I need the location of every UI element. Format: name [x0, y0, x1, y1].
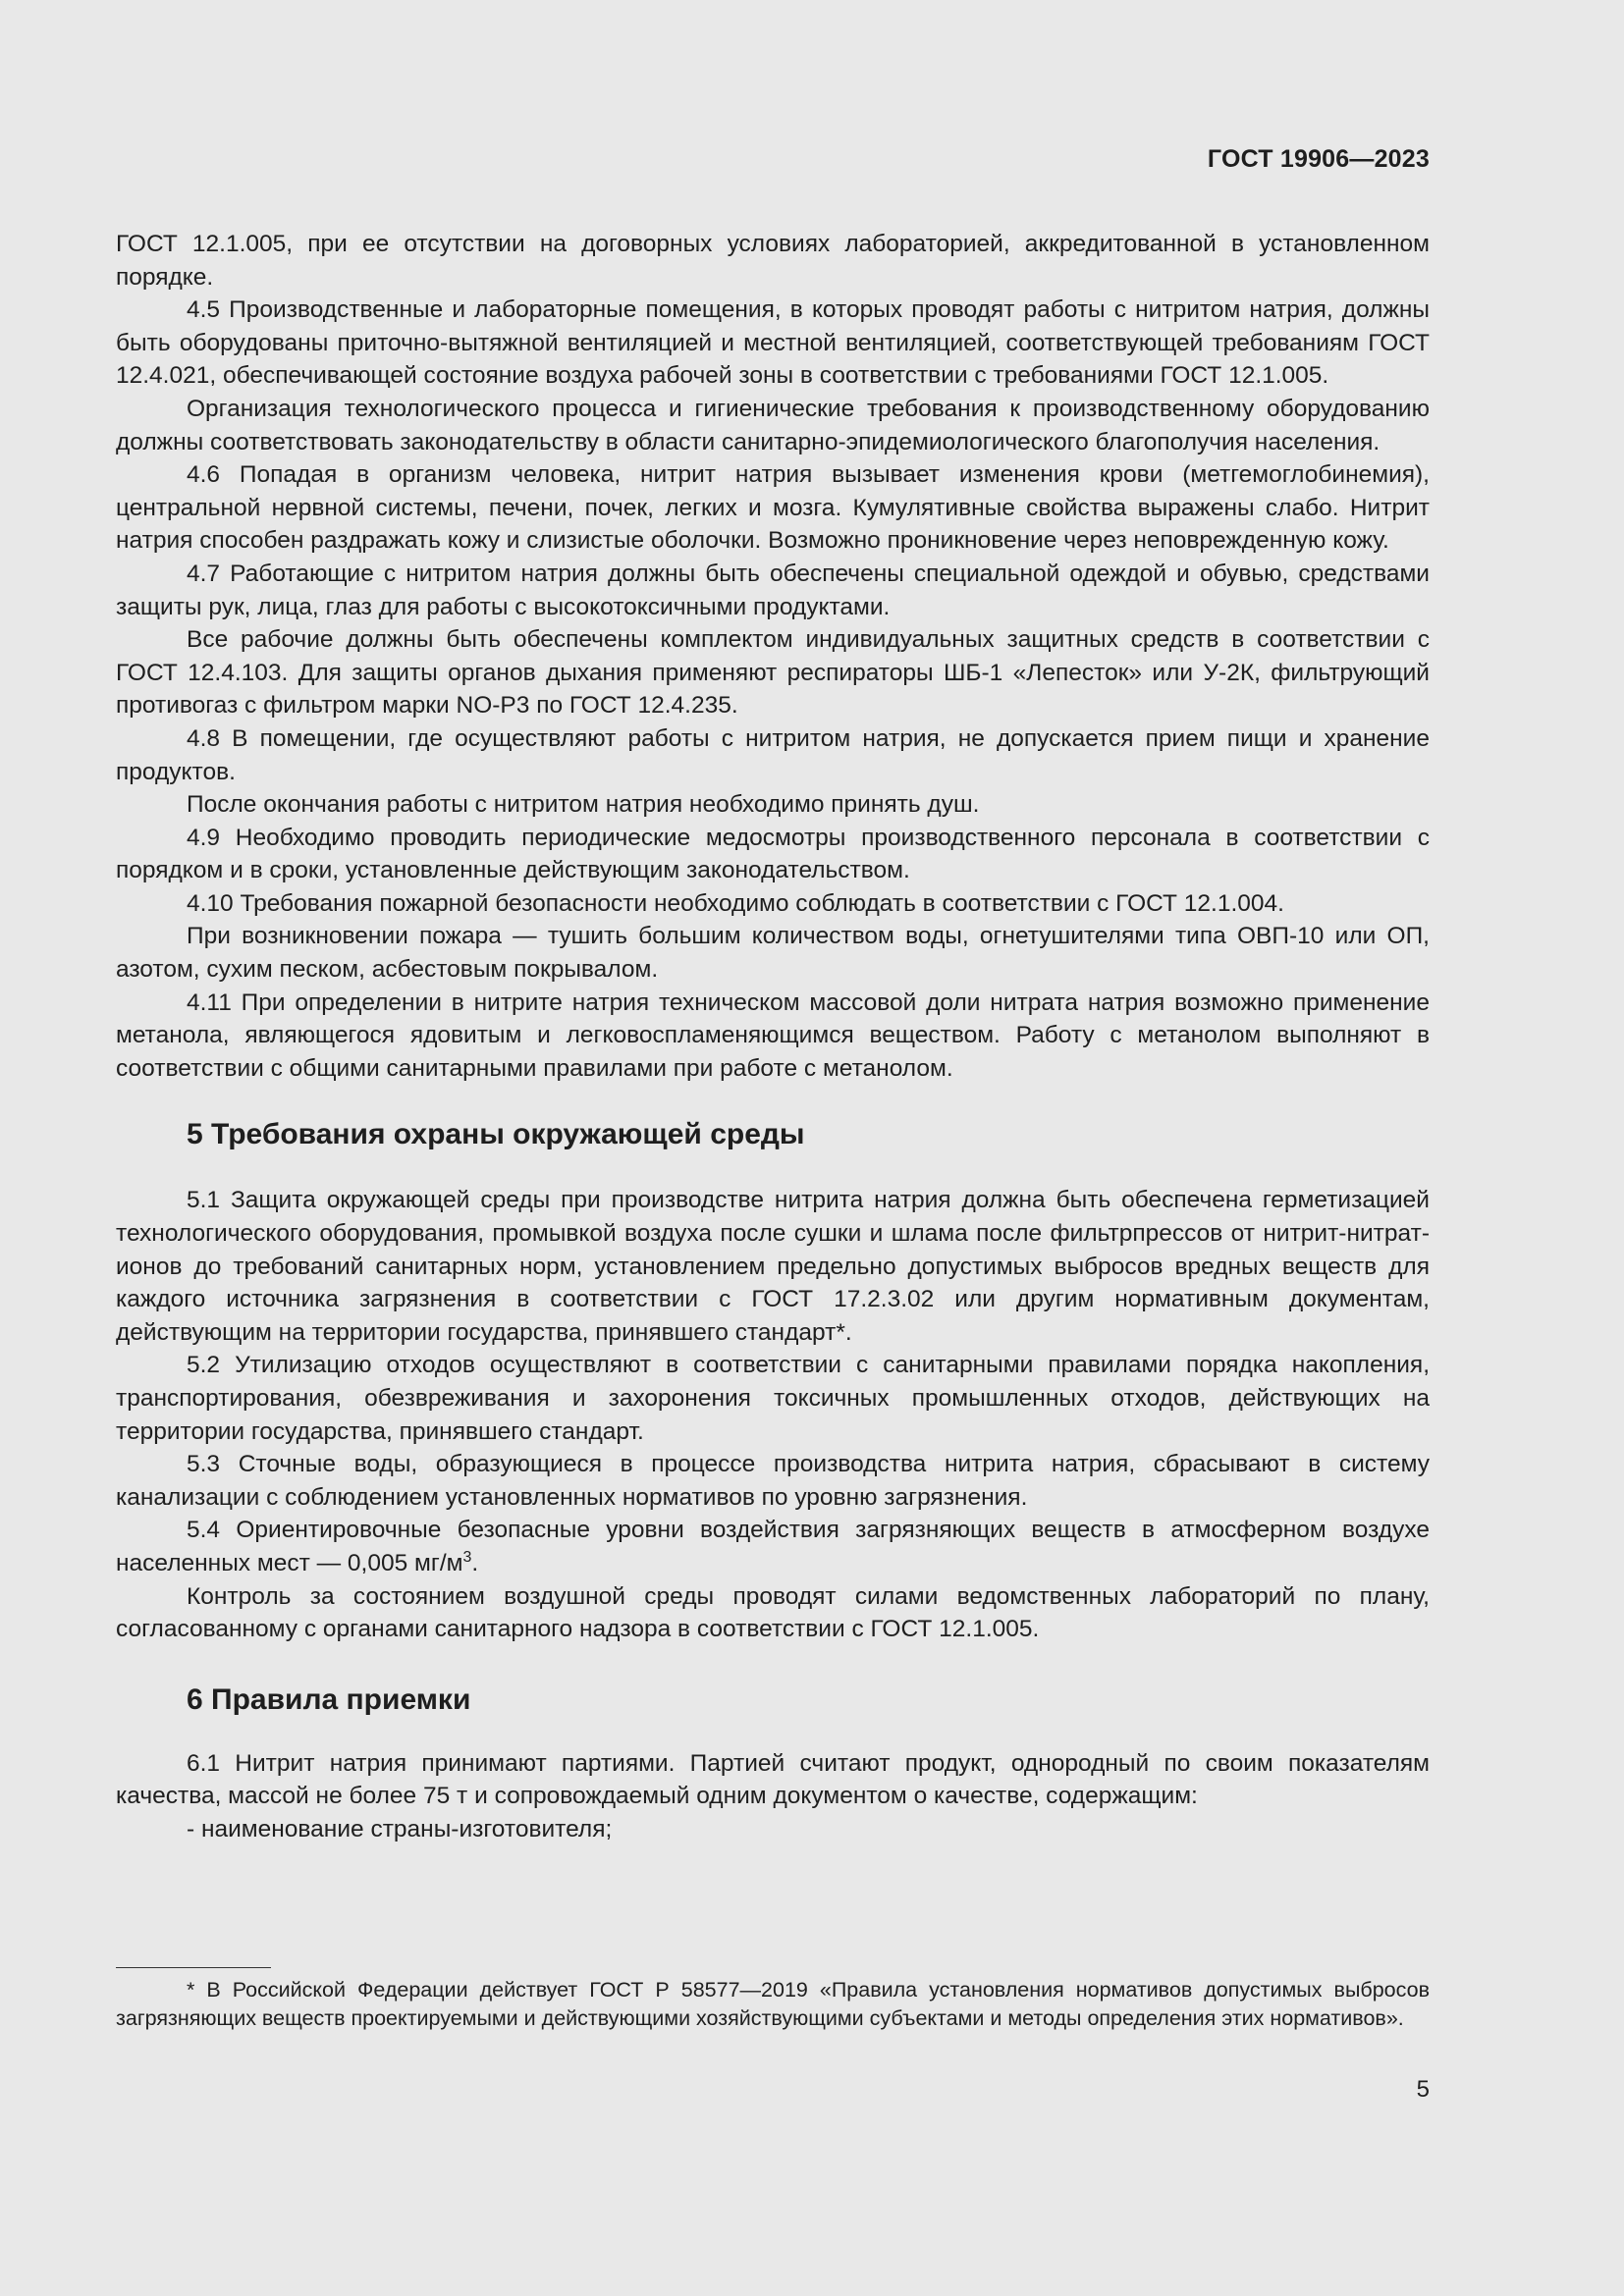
section-6-heading: 6 Правила приемки [187, 1682, 471, 1716]
paragraph-5-1: 5.1 Защита окружающей среды при производстве нитрита натрия должна быть обеспечена герметизацией технологического оборудования, промывкой воздуха после сушки и шлама после фильтрпрессов от нитрит-нитрат-ионов до требований санитарных норм, установлением предельно допустимых выбросов вредных веществ для каждого источника загрязнения в соответствии с ГОСТ 17.2.3.02 или другим нормативным документам, действующим на территории государства, принявшего стандарт*. [116, 1187, 1430, 1346]
paragraph-4-6: 4.6 Попадая в организм человека, нитрит натрия вызывает изменения крови (метгемоглобинемия), центральной нервной системы, печени, почек, легких и мозга. Кумулятивные свойства выражены слабо. Нитрит натрия способен раздражать кожу и слизистые оболочки. Возможно проникновение через неповрежденную кожу. [116, 461, 1430, 555]
body-text [116, 228, 1430, 1846]
paragraph-5-3: 5.3 Сточные воды, образующиеся в процессе производства нитрита натрия, сбрасывают в систему канализации с соблюдением установленных нормативов по уровню загрязнения. [116, 1451, 1430, 1511]
page-number: 5 [1416, 2076, 1430, 2103]
paragraph-4-11: 4.11 При определении в нитрите натрия техническом массовой доли нитрата натрия возможно применение метанола, являющегося ядовитым и легковоспламеняющимся веществом. Работу с метанолом выполняют в соответствии с общими санитарными правилами при работе с метанолом. [116, 988, 1430, 1082]
paragraph-5-4-end: . [471, 1549, 479, 1576]
paragraph-shower: После окончания работы с нитритом натрия необходимо принять душ. [187, 791, 980, 819]
paragraph-4-10: 4.10 Требования пожарной безопасности необходимо соблюдать в соответствии с ГОСТ 12.1.004. [187, 889, 1284, 917]
paragraph-continuation: ГОСТ 12.1.005, при ее отсутствии на договорных условиях лабораторией, аккредитованной в установленном порядке. [116, 231, 1430, 291]
list-item: - наименование страны-изготовителя; [187, 1815, 613, 1842]
paragraph-ppe: Все рабочие должны быть обеспечены комплектом индивидуальных защитных средств в соответствии с ГОСТ 12.4.103. Для защиты органов дыхания применяют респираторы ШБ-1 «Лепесток» или У-2К, фильтрующий противогаз с фильтром марки NO-P3 по ГОСТ 12.4.235. [116, 626, 1430, 720]
paragraph-4-7: 4.7 Работающие с нитритом натрия должны быть обеспечены специальной одеждой и обувью, средствами защиты рук, лица, глаз для работы с высокотоксичными продуктами. [116, 560, 1430, 620]
footnote: * В Российской Федерации действует ГОСТ Р 58577—2019 «Правила установления нормативов допустимых выбросов загрязняющих веществ проектируемыми и действующими хозяйствующими субъектами и методы определения этих нормативов». [116, 1978, 1430, 2030]
paragraph-4-8: 4.8 В помещении, где осуществляют работы с нитритом натрия, не допускается прием пищи и хранение продуктов. [116, 724, 1430, 785]
paragraph-organization: Организация технологического процесса и гигиенические требования к производственному оборудованию должны соответствовать законодательству в области санитарно-эпидемиологического благополучия населения. [116, 395, 1430, 455]
paragraph-control: Контроль за состоянием воздушной среды проводят силами ведомственных лабораторий по плану, согласованному с органами санитарного надзора в соответствии с ГОСТ 12.1.005. [116, 1582, 1430, 1643]
paragraph-fire: При возникновении пожара — тушить большим количеством воды, огнетушителями типа ОВП-10 или ОП, азотом, сухим песком, асбестовым покрывалом. [116, 923, 1430, 984]
paragraph-4-9: 4.9 Необходимо проводить периодические медосмотры производственного персонала в соответствии с порядком и в сроки, установленные действующим законодательством. [116, 824, 1430, 884]
paragraph-5-4 [116, 1514, 1430, 1579]
paragraph-5-2: 5.2 Утилизацию отходов осуществляют в соответствии с санитарными правилами порядка накопления, транспортирования, обезвреживания и захоронения токсичных промышленных отходов, действующих на территории государства, принявшего стандарт. [116, 1352, 1430, 1445]
superscript-3: 3 [462, 1548, 472, 1566]
document-header: ГОСТ 19906—2023 [1207, 145, 1430, 173]
section-5-heading: 5 Требования охраны окружающей среды [187, 1118, 805, 1151]
paragraph-4-5: 4.5 Производственные и лабораторные помещения, в которых проводят работы с нитритом натрия, должны быть оборудованы приточно-вытяжной вентиляцией и местной вентиляцией, соответствующей требованиям ГОСТ 12.4.021, обеспечивающей состояние воздуха рабочей зоны в соответствии с требованиями ГОСТ 12.1.005. [116, 296, 1430, 390]
paragraph-6-1: 6.1 Нитрит натрия принимают партиями. Партией считают продукт, однородный по своим показателям качества, массой не более 75 т и сопровождаемый одним документом о качестве, содержащим: [116, 1749, 1430, 1810]
paragraph-5-4-text: 5.4 Ориентировочные безопасные уровни воздействия загрязняющих веществ в атмосферном воздухе населенных мест — 0,005 мг/м [116, 1517, 1430, 1576]
footnote-divider [116, 1967, 271, 1968]
